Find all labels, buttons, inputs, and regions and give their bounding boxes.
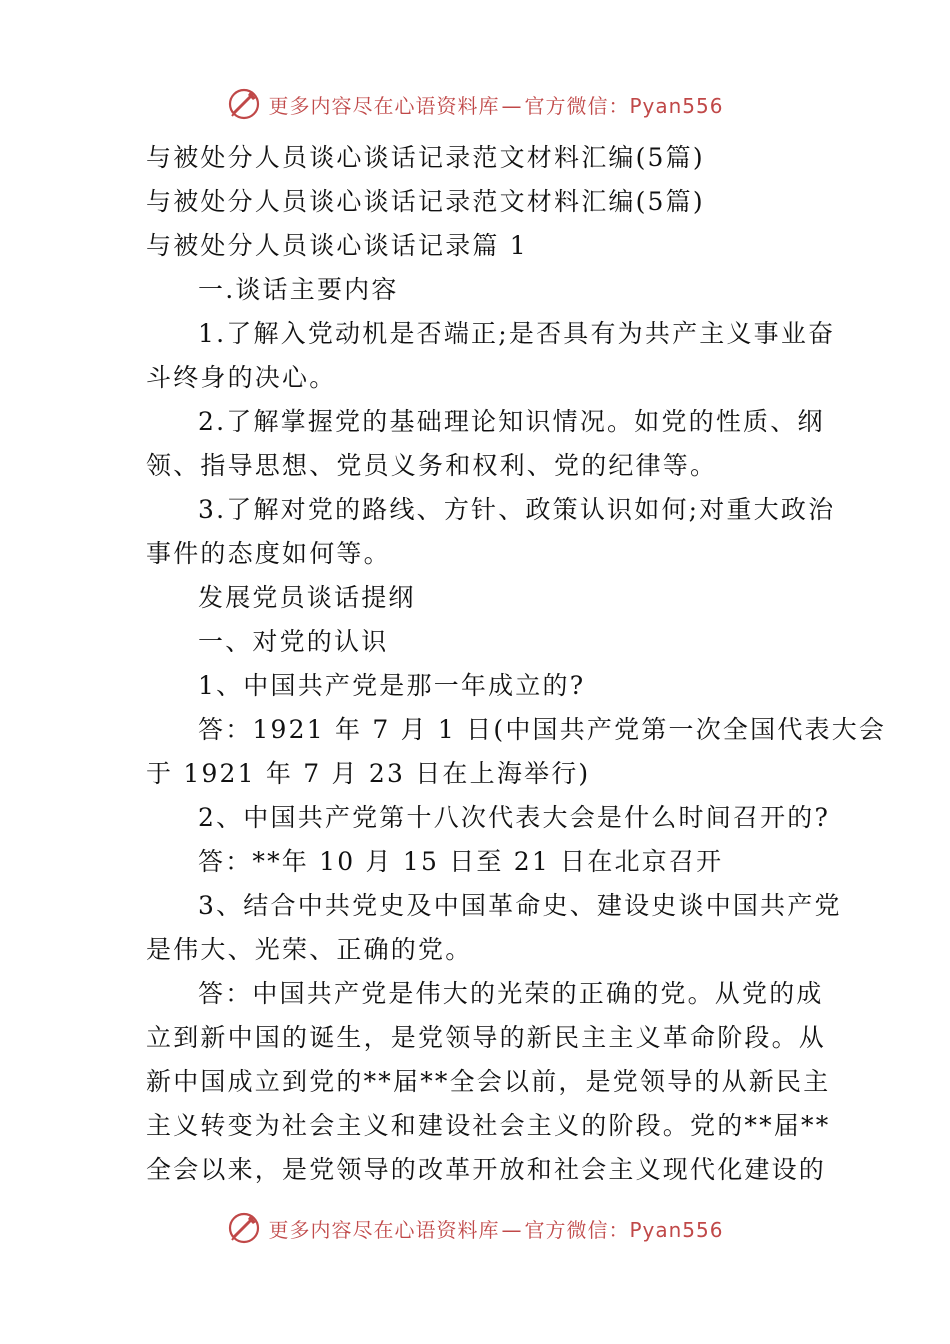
text-line: 领、指导思想、党员义务和权利、党的纪律等。 (146, 451, 718, 480)
text-line: 答：中国共产党是伟大的光荣的正确的党。从党的成 (198, 979, 824, 1008)
text-line: 2.了解掌握党的基础理论知识情况。如党的性质、纲 (198, 407, 825, 436)
text-line: 是伟大、光荣、正确的党。 (146, 935, 473, 964)
footer-watermark-banner (0, 1206, 950, 1250)
text-line: 新中国成立到党的**届**全会以前，是党领导的从新民主 (146, 1067, 831, 1096)
document-body (146, 136, 887, 1192)
text-line: 斗终身的决心。 (146, 363, 337, 392)
text-line: 主义转变为社会主义和建设社会主义的阶段。党的**届** (146, 1111, 831, 1140)
banner-wechat: 官方微信：Pyan556 (524, 93, 724, 118)
text-line: 事件的态度如何等。 (146, 539, 391, 568)
text-line: 与被处分人员谈心谈话记录范文材料汇编(5篇) (146, 187, 705, 216)
pen-logo-icon (226, 86, 262, 122)
text-line: 一、对党的认识 (198, 627, 389, 656)
text-line: 与被处分人员谈心谈话记录篇 1 (146, 231, 528, 260)
text-line: 1、中国共产党是那一年成立的? (198, 671, 586, 700)
text-line: 1.了解入党动机是否端正;是否具有为共产主义事业奋 (198, 319, 836, 348)
header-watermark-banner (0, 82, 950, 126)
banner-site-name: 更多内容尽在心语资料库 (268, 1217, 500, 1242)
banner-site-name: 更多内容尽在心语资料库 (268, 93, 500, 118)
banner-wechat: 官方微信：Pyan556 (524, 1217, 724, 1242)
banner-separator: — (501, 1217, 523, 1242)
text-line: 3、结合中共党史及中国革命史、建设史谈中国共产党 (198, 891, 842, 920)
text-line: 2、中国共产党第十八次代表大会是什么时间召开的? (198, 803, 831, 832)
text-line: 答：1921 年 7 月 1 日(中国共产党第一次全国代表大会 (198, 715, 887, 744)
text-line: 3.了解对党的路线、方针、政策认识如何;对重大政治 (198, 495, 836, 524)
text-line: 立到新中国的诞生，是党领导的新民主主义革命阶段。从 (146, 1023, 827, 1052)
pen-logo-icon (226, 1210, 262, 1246)
banner-separator: — (501, 93, 523, 118)
text-line: 于 1921 年 7 月 23 日在上海举行) (146, 759, 591, 788)
text-line: 答：**年 10 月 15 日至 21 日在北京召开 (198, 847, 724, 876)
banner-text (268, 90, 723, 119)
banner-text (268, 1214, 723, 1243)
text-line: 与被处分人员谈心谈话记录范文材料汇编(5篇) (146, 143, 705, 172)
text-line: 发展党员谈话提纲 (198, 583, 416, 612)
text-line: 全会以来，是党领导的改革开放和社会主义现代化建设的 (146, 1155, 827, 1184)
text-line: 一.谈话主要内容 (198, 275, 399, 304)
